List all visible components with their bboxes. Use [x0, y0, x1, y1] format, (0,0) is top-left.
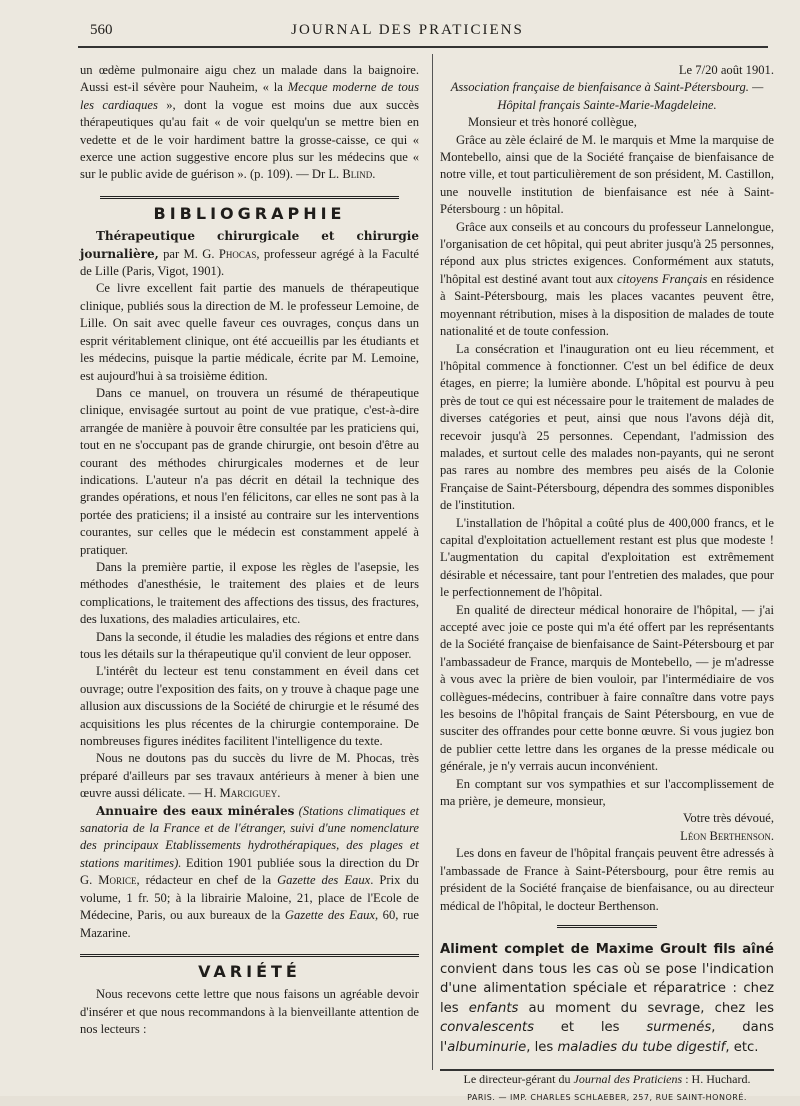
variete-intro: Nous recevons cette lettre que nous faisons un agréable devoir d'insérer et que nous recommandons à la bienveillante attention de nos lecteurs : [80, 987, 419, 1037]
short-rule [557, 925, 657, 928]
page-number: 560 [90, 22, 113, 38]
header-rule [78, 46, 768, 48]
intro-text-2: », dont la vogue est moins due aux succès thérapeutiques qu'au fait « de voir quelqu'un se mettre bien en vedette et de le voir hardiment battre la grosse-caisse, ce qui « exerce une action suggestive encore plus sur les médecins que « sur le public avide de guérison ». (p. 109). — Dr [80, 97, 419, 182]
ad-italic: albuminurie [447, 1039, 527, 1055]
letter-para-text: Grâce aux conseils et au concours du professeur Lannelongue, l'organisation de cet hôpital, qui peut abriter jusqu'à 25 personnes, répond aux plus strictes exigences. Conformément aux statuts, l'hôpital est destiné avant tout aux [440, 219, 774, 286]
book1-para-text: Nous ne doutons pas du succès du livre de M. Phocas, très préparé d'ailleurs par ses travaux antérieurs à mener à bien une œuvre aussi délicate. — H. [80, 751, 419, 801]
book2-editor: Morice [98, 873, 137, 888]
gerant-journal: Journal des Praticiens [573, 1072, 683, 1087]
ad-italic: maladies du tube digestif [557, 1039, 726, 1055]
running-head [40, 20, 775, 44]
letter-para: La consécration et l'inauguration ont eu lieu récemment, et l'hôpital commence à fonctionner. C'est un bel édifice de deux étages, en pierre; la lumière abonde. L'hôpital est pourvu à peu près de tout ce qui est nécessaire pour le traitement de malades de diverses catégories et peut, ainsi que nous l'avons déjà dit, recevoir jusqu'à 25 personnes. Cependant, l'admission des malades, et surtout celle des malades non-payants, qui ne seront pas rares au nombre des membres peu aisés de la Colonie Française de Saint-Pétersbourg, dépendra des sommes disponibles de l'institution. [440, 341, 774, 513]
letter-para [440, 219, 774, 341]
advertisement [440, 940, 774, 1058]
gerant-label: Le directeur-gérant du [463, 1072, 574, 1087]
letter-para: Grâce au zèle éclairé de M. le marquis et Mme la marquise de Montebello, ainsi que de la Société française de bienfaisance de notre ville, et tout particulièrement de son président, M. Castillon, une nouvelle institution de bienfaisance est née à Saint-Pétersbourg : un hôpital. [440, 132, 774, 217]
journal-title: JOURNAL DES PRATICIENS [291, 22, 524, 38]
ad-text: au moment du sevrage, chez les [518, 1000, 774, 1016]
letter-para: En qualité de directeur médical honoraire de l'hôpital, — j'ai accepté avec joie ce poste qui m'a été offert par les représentants de la Société française de bienfaisance de Saint-Pétersbourg et par l'ambassadeur de France, marquis de Montebello, — je m'adresse à vous avec la prière de bien vouloir, par l'intermédiaire de vos collègues-médecins, contribuer à faire connaître dans votre pays les besoins de l'hôpital français de Saint Pétersbourg, en vue de susciter des offrandes pour cette bonne œuvre. Si vous jugiez bon de publier cette lettre dans les organes de la presse médicale ou générale, je n'y verrais aucun inconvénient. [440, 602, 774, 774]
book1-byline-a: par M. G. [158, 246, 219, 261]
right-column [440, 62, 774, 1106]
bibliographie-heading: BIBLIOGRAPHIE [153, 203, 346, 223]
letter-salutation: Monsieur et très honoré collègue, [468, 115, 637, 130]
left-column [80, 62, 419, 1039]
letter-closing: Votre très dévoué, [682, 811, 774, 826]
book2-text: Edition 1901 publiée sous la direction du Dr G. [80, 855, 419, 888]
book1-title: Thérapeutique chirurgicale et chirurgie journalière, [80, 229, 419, 261]
ad-italic: enfants [468, 1000, 519, 1016]
ad-italic: surmenés [646, 1020, 712, 1036]
book1-entry [80, 228, 419, 280]
ad-product: Aliment complet de Maxime Groult fils aîné [440, 941, 774, 957]
letter-signature: Léon Berthenson. [680, 828, 774, 843]
book1-para: Dans la seconde, il étudie les maladies des régions et entre dans tous les détails sur la thérapeutique qu'il convient de leur opposer. [80, 629, 419, 661]
intro-text-1: un œdème pulmonaire aigu chez un malade dans la baignoire. Aussi est-il sévère pour Nauheim, « la [80, 63, 419, 95]
ad-text: , les [526, 1039, 558, 1055]
ad-text: , etc. [725, 1039, 759, 1055]
letter-para: En comptant sur vos sympathies et sur l'accomplissement de ma prière, je demeure, monsieur, [440, 776, 774, 809]
ad-text: , dans l' [440, 1020, 774, 1055]
book2-text: , 60, rue Mazarine. [80, 908, 419, 940]
book1-para: Dans ce manuel, on trouvera un résumé de thérapeutique clinique, envisagée surtout au point de vue pratique, c'est-à-dire arrangée de manière à pouvoir être consultée par les praticiens qui, tout en ne s'occupant pas de grande chirurgie, ont besoin d'être au courant des méthodes chirurgicales modernes et de leur indications. L'auteur n'a pas décrit en détail la technique des grandes opérations, et nous l'en félicitons, car elles ne sont pas à la portée des praticiens; il a insisté au contraire sur les interventions courantes, sur celles que le médecin est constamment appelé à pratiquer. [80, 385, 419, 557]
book2-title: Annuaire des eaux minérales [96, 803, 295, 818]
book2-gazette: Gazette des Eaux [284, 908, 376, 923]
ad-text: convient dans tous les cas où se pose l'indication d'une alimentation spéciale et réparatrice : chez les [440, 961, 774, 1016]
citoyens-italic: citoyens Français [617, 271, 708, 286]
book2-text: . Prix du volume, 1 fr. 50; à la librairie Maloine, 21, place de l'Ecole de Médecine, Paris, ou aux bureaux de la [80, 873, 419, 923]
book2-gazette: Gazette des Eaux [277, 873, 371, 888]
book1-signature: Marciguey. [219, 786, 281, 801]
ad-italic: convalescents [440, 1020, 534, 1036]
book1-para: L'intérêt du lecteur est tenu constamment en éveil dans cet ouvrage; outre l'exposition des faits, on y trouve à chaque page une allusion aux discussions de la Société de chirurgie et le résumé des acquisitions les plus récentes de la chirurgie contemporaine. De nombreuses figures inédites facilitent l'intelligence du texte. [80, 664, 419, 749]
letter-date: Le 7/20 août 1901. [678, 63, 774, 77]
book1-para-last [80, 750, 419, 802]
hospital-line: Hôpital français Sainte-Marie-Magdeleine. [497, 97, 717, 112]
intro-signature: L. Blind. [328, 167, 376, 182]
ad-text: et les [533, 1020, 647, 1036]
donations-note: Les dons en faveur de l'hôpital français peuvent être adressés à l'ambassade de France à Saint-Pétersbourg, pour être remis au président de la Société française de bienfaisance, ou au directeur médical de l'hôpital, le docteur Berthenson. [440, 846, 774, 913]
gerant-name: : H. Huchard. [682, 1072, 751, 1087]
letter-para: L'installation de l'hôpital a coûté plus de 400,000 francs, et le capital d'exploitation actuellement restant est plus que modeste ! L'augmentation du capital d'exploitation est extrêmement désirable et nécessaire, tant pour l'entretien des malades, que pour le perfectionnement de l'hôpital. [440, 515, 774, 600]
book2-text: , rédacteur en chef de la [136, 873, 278, 888]
publisher-line [440, 1071, 774, 1088]
variete-heading: VARIÉTÉ [198, 961, 301, 981]
letter-para-text: en résidence à Saint-Pétersbourg, mais les places vacantes peuvent être, moyennant rétribution, mises à la disposition de malades de toute nationalité et de toute confession. [440, 271, 774, 339]
book1-para: Dans la première partie, il expose les règles de l'asepsie, les méthodes d'anesthésie, le traitement des plaies et de leurs complications, le traitement des affections des tissus, des fractures, des luxations, des maladies articulaires, etc. [80, 559, 419, 627]
book2-subtitle: (Stations climatiques et sanatoria de la France et de l'étranger, suivi d'une nomenclature des principaux Etablissements hydrothérapiques, des plages et stations maritimes). [80, 803, 420, 870]
printer-line: PARIS. — IMP. CHARLES SCHLAEBER, 257, RUE SAINT-HONORÉ. [467, 1092, 747, 1102]
book1-byline-b: , professeur agrégé à la Faculté de Lille (Paris, Vigot, 1901). [80, 246, 419, 279]
book1-para: Ce livre excellent fait partie des manuels de thérapeutique clinique, publiés sous la direction de M. le professeur Lemoine, de Lille. On sait avec quelle faveur ces ouvrages, conçus dans un esprit véritablement clinique, ont été accueillis par les étudiants et les médecins, puisque la partie médicale, écrite par M. Lemoine, est aujourd'hui à sa troisième édition. [80, 281, 419, 383]
intro-italic: Mecque moderne de tous les cardiaques [80, 80, 419, 112]
book1-author: Phocas [218, 246, 257, 261]
intro-paragraph [80, 62, 419, 184]
book2-entry [80, 803, 419, 942]
association-line: Association française de bienfaisance à Saint-Pétersbourg. — [450, 80, 764, 95]
column-divider [432, 54, 433, 1070]
